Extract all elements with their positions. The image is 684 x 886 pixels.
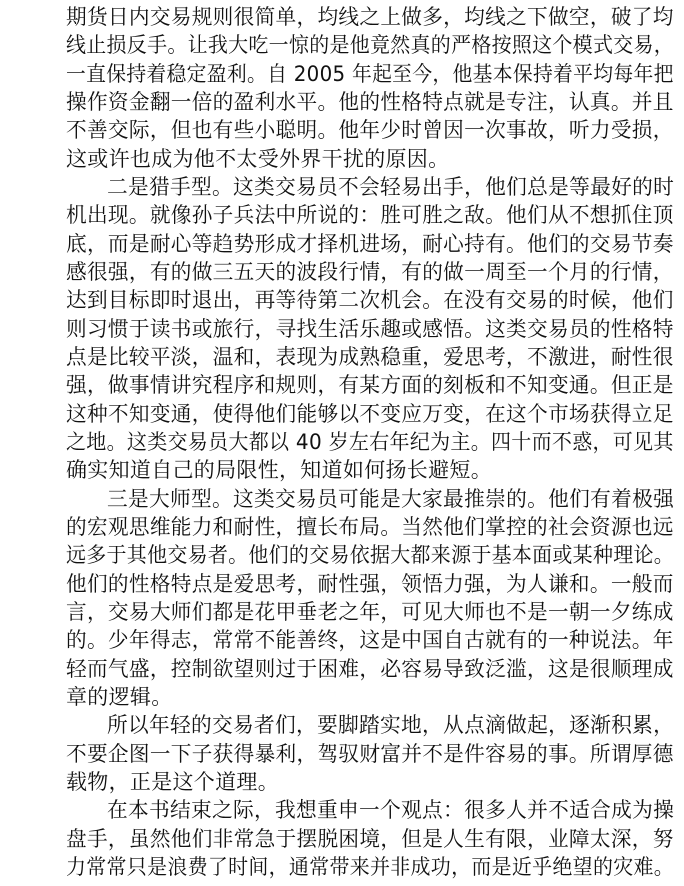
paragraph-start-line: 二是猎手型。这类交易员不会轻易出手，他们总是等最好的时: [107, 175, 675, 199]
paragraph-start-line: 所以年轻的交易者们，要脚踏实地，从点滴做起，逐渐积累，: [107, 713, 675, 738]
text-line: 机出现。就像孙子兵法中所说的：胜可胜之敌。他们从不想抓住顶: [66, 203, 674, 228]
text-line: 确实知道自己的局限性，知道如何扬长避短。: [66, 458, 492, 483]
text-line: 底，而是耐心等趋势形成才择机进场，耐心持有。他们的交易节奏: [66, 231, 674, 256]
text-line: 感很强，有的做三五天的波段行情，有的做一周至一个月的行情，: [66, 260, 674, 284]
text-line: 力常常只是浪费了时间，通常带来并非成功，而是近乎绝望的灾难。: [66, 855, 675, 879]
text-line: 这种不知变通，使得他们能够以不变应万变，在这个市场获得立足: [66, 401, 674, 426]
text-line: 强，做事情讲究程序和规则，有某方面的刻板和不知变通。但正是: [66, 373, 674, 398]
text-line: 章的逻辑。: [66, 685, 173, 709]
text-line: 言，交易大师们都是花甲垂老之年，可见大师也不是一朝一夕练成: [66, 600, 674, 624]
text-line: 不要企图一下子获得暴利，驾驭财富并不是件容易的事。所谓厚德: [66, 741, 674, 766]
text-line: 远多于其他交易者。他们的交易依据大都来源于基本面或某种理论。: [66, 543, 675, 568]
text-line: 这或许也成为他不太受外界干扰的原因。: [66, 146, 450, 171]
text-line: 载物，正是这个道理。: [66, 770, 279, 794]
text-line: 期货日内交易规则很简单，均线之上做多，均线之下做空，破了均: [66, 5, 674, 29]
text-line: 之地。这类交易员大都以 40 岁左右年纪为主。四十而不惑，可见其: [66, 430, 674, 454]
text-line: 他们的性格特点是爱思考，耐性强，领悟力强，为人谦和。一般而: [66, 571, 674, 596]
text-line: 达到目标即时退出，再等待第二次机会。在没有交易的时候，他们: [66, 288, 674, 313]
text-line: 盘手，虽然他们非常急于摆脱困境，但是人生有限，业障太深，努: [66, 826, 674, 851]
text-line: 则习惯于读书或旅行，寻找生活乐趣或感悟。这类交易员的性格特: [66, 316, 674, 341]
paragraph-start-line: 在本书结束之际，我想重申一个观点：很多人并不适合成为操: [107, 798, 675, 823]
text-line: 一直保持着稳定盈利。自 2005 年起至今，他基本保持着平均每年把: [66, 61, 674, 86]
text-line: 的。少年得志，常常不能善终，这是中国自古就有的一种说法。年: [66, 628, 674, 653]
text-line: 轻而气盛，控制欲望则过于困难，必容易导致泛滥，这是很顺理成: [66, 656, 674, 681]
text-line: 点是比较平淡，温和，表现为成熟稳重，爱思考，不激进，耐性很: [66, 345, 674, 369]
paragraph-start-line: 三是大师型。这类交易员可能是大家最推崇的。他们有着极强: [107, 486, 675, 511]
text-line: 的宏观思维能力和耐性，擅长布局。当然他们掌控的社会资源也远: [66, 515, 674, 539]
text-line: 不善交际，但也有些小聪明。他年少时曾因一次事故，听力受损，: [66, 118, 674, 143]
text-line: 线止损反手。让我大吃一惊的是他竟然真的严格按照这个模式交易，: [66, 33, 675, 58]
text-line: 操作资金翻一倍的盈利水平。他的性格特点就是专注，认真。并且: [66, 90, 674, 114]
